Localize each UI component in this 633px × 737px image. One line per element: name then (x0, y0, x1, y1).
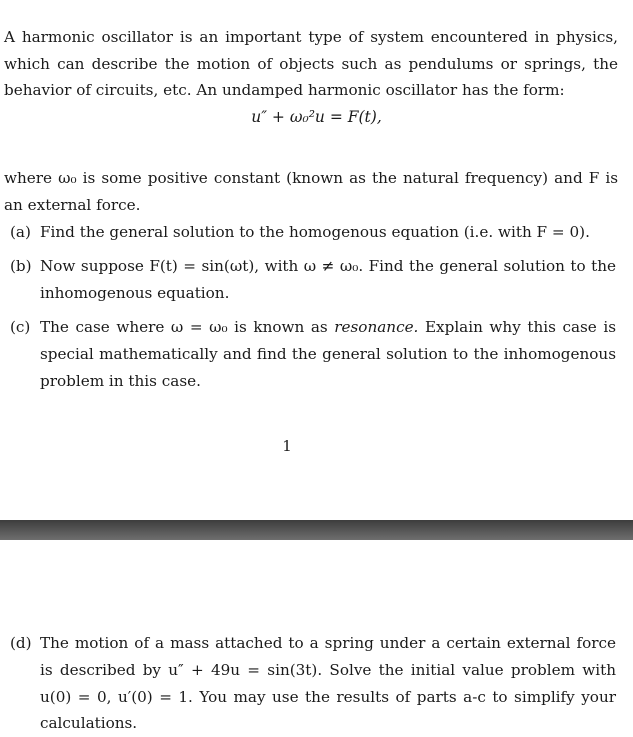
part-d-label: (d) (10, 634, 32, 652)
part-c-text-after: Explain why this case is special mathematically and find the general solution to the inhomogenous problem in this case. (40, 318, 616, 390)
part-b-label: (b) (10, 257, 32, 275)
part-d (10, 630, 616, 737)
part-c-text-before: The case where ω = ω₀ is known as (40, 318, 335, 336)
oscillator-equation: u″ + ω₀²u = F(t), (251, 108, 382, 126)
part-c-emphasis: resonance. (334, 318, 419, 336)
part-b-text: Now suppose F(t) = sin(ωt), with ω ≠ ω₀. Find the general solution to the inhomogenous equation. (40, 257, 616, 302)
page-number: 1 (282, 437, 292, 455)
part-d-text: The motion of a mass attached to a spring under a certain external force is described by u″ + 49u = sin(3t). Solve the initial value problem with u(0) = 0, u′(0) = 1. You may use the results of parts a-c to simplify your calculations. (40, 634, 616, 733)
part-a-label: (a) (10, 223, 31, 241)
page-break-divider (0, 520, 633, 540)
intro-paragraph: A harmonic oscillator is an important type of system encountered in physics, which can describe the motion of objects such as pendulums or springs, the behavior of circuits, etc. An undamped harmonic oscillator has the form: (4, 28, 618, 100)
part-a (10, 219, 616, 246)
part-c (10, 314, 616, 394)
part-c-label: (c) (10, 318, 31, 336)
part-a-text: Find the general solution to the homogenous equation (i.e. with F = 0). (40, 223, 590, 241)
part-b (10, 253, 616, 307)
part-c-text (40, 314, 616, 394)
definition-paragraph: where ω₀ is some positive constant (known as the natural frequency) and F is an external force. (4, 169, 618, 214)
